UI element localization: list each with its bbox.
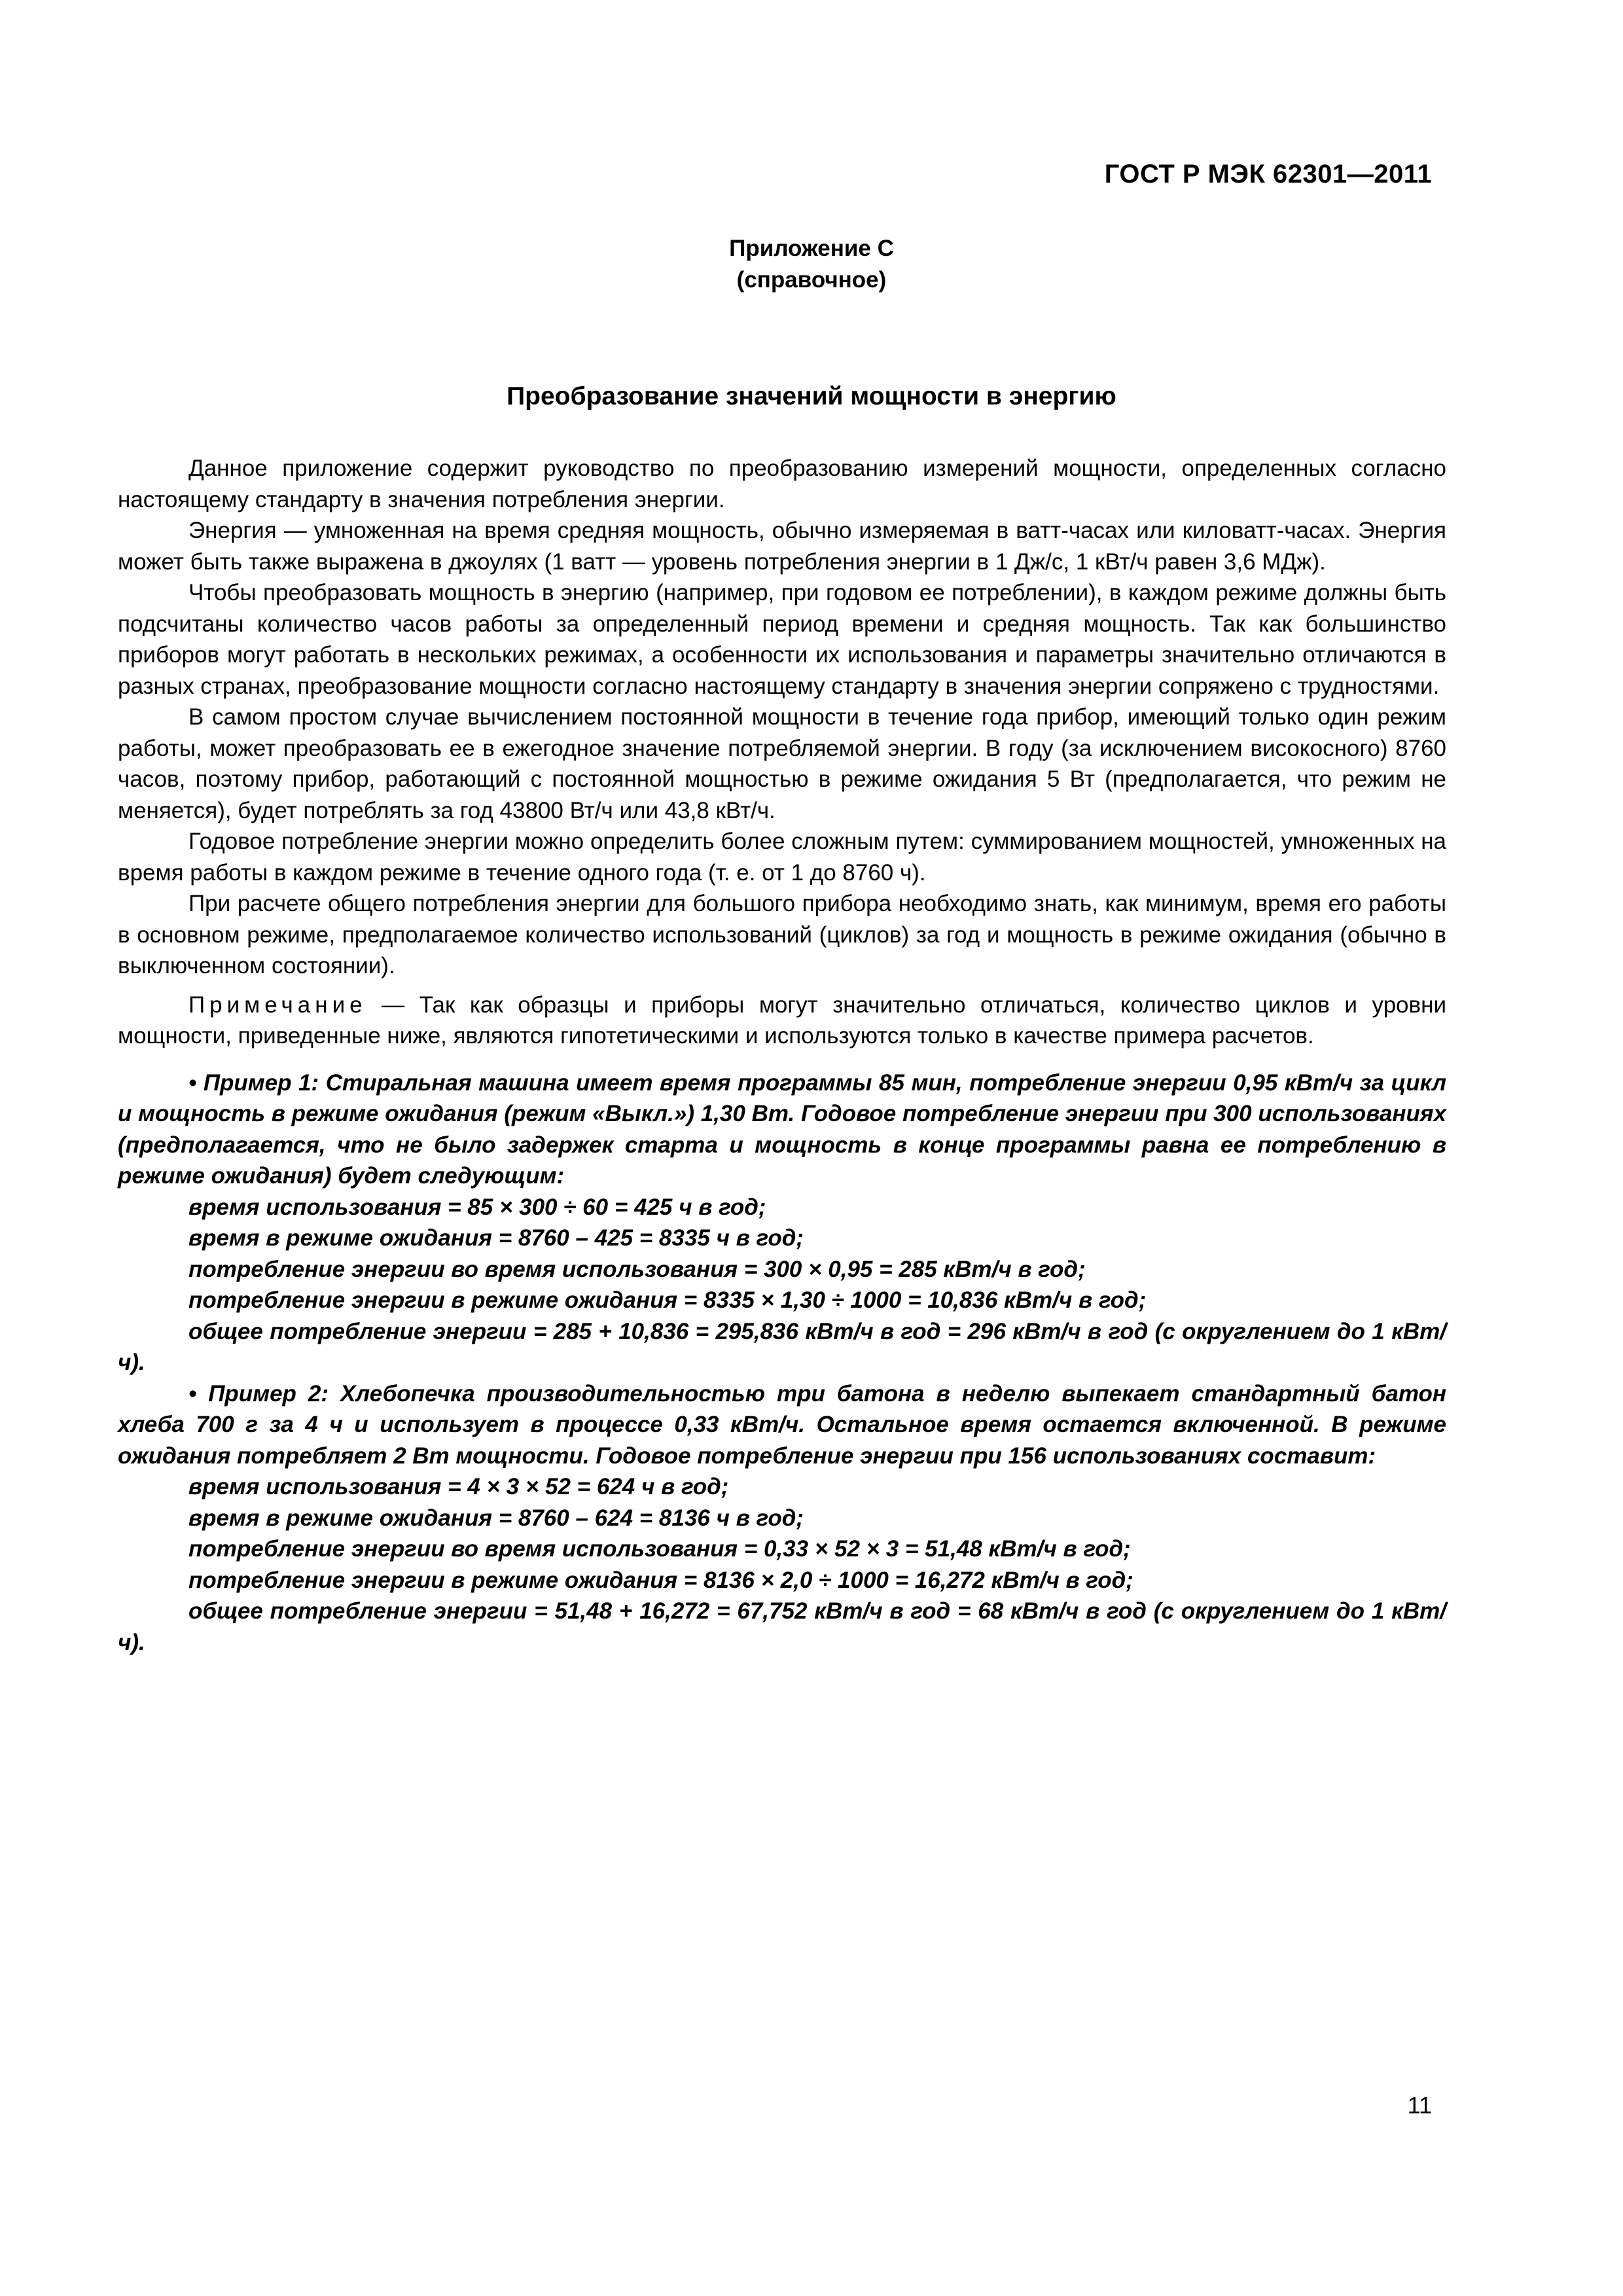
page-number: 11	[1407, 2092, 1432, 2119]
calc-line: потребление энергии во время использования = 300 × 0,95 = 285 кВт/ч в год;	[188, 1256, 1086, 1282]
example-2	[118, 1378, 1446, 1659]
appendix-label: Приложение С	[729, 236, 894, 261]
calc-line: время использования = 85 × 300 ÷ 60 = 425 ч в год;	[188, 1194, 766, 1220]
paragraph: Чтобы преобразовать мощность в энергию (например, при годовом ее потреблении), в каждом режиме должны быть подсчитаны количество часов работы за определенный период времени и средняя мощность. Так как большинство приборов могут работать в нескольких режимах, а особенности их использования и параметры значительно отличаются в разных странах, преобразование мощности согласно настоящему стандарту в значения энергии сопряжено с трудностями.	[118, 580, 1446, 699]
page-title: Преобразование значений мощности в энергию	[507, 382, 1116, 410]
paragraph: При расчете общего потребления энергии для большого прибора необходимо знать, как минимум, время его работы в основном режиме, предполагаемое количество использований (циклов) за год и мощность в режиме ожидания (обычно в выключенном состоянии).	[118, 891, 1446, 978]
appendix-kind: (справочное)	[736, 267, 887, 293]
paragraph: Годовое потребление энергии можно определить более сложным путем: суммированием мощностей, умноженных на время работы в каждом режиме в течение одного года (т. е. от 1 до 8760 ч).	[118, 829, 1446, 886]
paragraph: Данное приложение содержит руководство по преобразованию измерений мощности, определенных согласно настоящему стандарту в значения потребления энергии.	[118, 456, 1446, 512]
paragraph: Энергия — умноженная на время средняя мощность, обычно измеряемая в ватт-часах или киловатт-часах. Энергия может быть также выражена в джоулях (1 ватт — уровень потребления энергии в 1 Дж/с, 1 кВт/ч равен 3,6 МДж).	[118, 518, 1446, 575]
calc-line: потребление энергии в режиме ожидания = 8136 × 2,0 ÷ 1000 = 16,272 кВт/ч в год;	[188, 1567, 1133, 1593]
calc-line: потребление энергии во время использования = 0,33 × 52 × 3 = 51,48 кВт/ч в год;	[188, 1536, 1131, 1562]
calc-line: общее потребление энергии = 51,48 + 16,272 = 67,752 кВт/ч в год = 68 кВт/ч в год (с округлением до 1 кВт/ч).	[118, 1598, 1446, 1655]
note-text: — Так как образцы и приборы могут значительно отличаться, количество циклов и уровни мощности, приведенные ниже, являются гипотетическими и используются только в качестве примера расчетов.	[118, 992, 1446, 1049]
calc-line: время в режиме ожидания = 8760 – 425 = 8335 ч в год;	[188, 1225, 804, 1251]
appendix-heading	[0, 233, 1623, 296]
note-label: Примечание	[188, 992, 367, 1018]
example-1	[118, 1067, 1446, 1378]
example-lead: • Пример 1: Стиральная машина имеет время программы 85 мин, потребление энергии 0,95 кВт/ч за цикл и мощность в режиме ожидания (режим «Выкл.») 1,30 Вт. Годовое потребление энергии при 300 использованиях (предполагается, что не было задержек старта и мощность в конце программы равна ее потреблению в режиме ожидания) будет следующим:	[118, 1069, 1446, 1189]
calc-line: время использования = 4 × 3 × 52 = 624 ч в год;	[188, 1474, 729, 1499]
calc-line: потребление энергии в режиме ожидания = 8335 × 1,30 ÷ 1000 = 10,836 кВт/ч в год;	[188, 1287, 1147, 1313]
note	[118, 990, 1446, 1052]
calc-line: общее потребление энергии = 285 + 10,836 = 295,836 кВт/ч в год = 296 кВт/ч в год (с округлением до 1 кВт/ч).	[118, 1318, 1446, 1375]
document-code: ГОСТ Р МЭК 62301—2011	[1104, 160, 1432, 188]
example-lead: • Пример 2: Хлебопечка производительностью три батона в неделю выпекает стандартный батон хлеба 700 г за 4 ч и использует в процессе 0,33 кВт/ч. Остальное время остается включенной. В режиме ожидания потребляет 2 Вт мощности. Годовое потребление энергии при 156 использованиях составит:	[118, 1380, 1446, 1469]
calc-line: время в режиме ожидания = 8760 – 624 = 8136 ч в год;	[188, 1505, 804, 1531]
paragraph: В самом простом случае вычислением постоянной мощности в течение года прибор, имеющий только один режим работы, может преобразовать ее в ежегодное значение потребляемой энергии. В году (за исключением високосного) 8760 часов, поэтому прибор, работающий с постоянной мощностью в режиме ожидания 5 Вт (предполагается, что режим не меняется), будет потреблять за год 43800 Вт/ч или 43,8 кВт/ч.	[118, 704, 1446, 823]
document-body	[118, 453, 1446, 1658]
